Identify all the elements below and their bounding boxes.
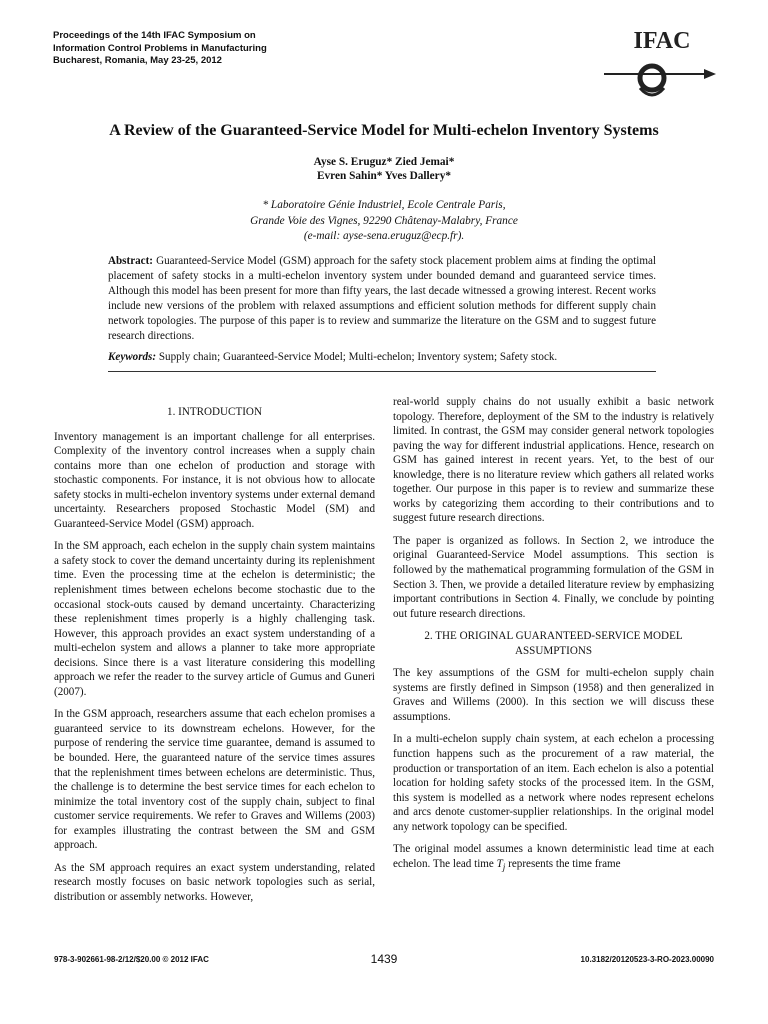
affiliation-line: Grande Voie des Vignes, 92290 Châtenay-Malabry, France: [250, 214, 518, 227]
section-heading: 1. INTRODUCTION: [167, 406, 262, 418]
paragraph: The paper is organized as follows. In Section 2, we introduce the original Guaranteed-Service Model assumptions. This section is followed by the mathematical programming formulation of the GSM in Section 3. Then, we provide a detailed literature review by emphasizing important contributions in Section 4. Finally, we conclude by pointing out future research directions.: [393, 534, 714, 620]
ifac-logo: [596, 26, 718, 104]
paper-title: A Review of the Guaranteed-Service Model for Multi-echelon Inventory Systems: [109, 122, 659, 139]
paragraph-text: The original model assumes a known deterministic lead time at each echelon. The lead time: [393, 843, 714, 870]
paragraph: In a multi-echelon supply chain system, at each echelon a processing function happens such as the procurement of a raw material, the production or transportation of an item. Each echelon is also a potential location for holding safety stocks of the processed item. In the GSM, this system is modelled as a network where nodes represent echelons and arcs denote customer-supplier relationships. In the original model any network topology can be specified.: [393, 733, 714, 833]
paragraph: [393, 842, 714, 875]
affiliation-line: * Laboratoire Génie Industriel, Ecole Centrale Paris,: [262, 199, 506, 211]
keywords-text: Supply chain; Guaranteed-Service Model; Multi-echelon; Inventory system; Safety stock.: [158, 351, 558, 364]
math-symbol: T: [496, 857, 503, 870]
footer-doi: 10.3182/20120523-3-RO-2023.00090: [580, 955, 714, 964]
paragraph: The key assumptions of the GSM for multi-echelon supply chain systems are firstly defined in Simpson (1958) and then generalized in Graves and Willems (2000). In this section we will discuss these assumptions.: [393, 667, 714, 723]
paragraph: Inventory management is an important challenge for all enterprises. Complexity of the inventory control increases when a supply chain contains more than one echelon of production and storage with stochastic components. For instance, it is not obvious how to allocate safety stocks in multi-echelon inventory systems under external demand uncertainty. Researchers proposed Stochastic Model (SM) and Guaranteed-Service Model (GSM) approach.: [54, 430, 375, 530]
abstract-label: Abstract:: [108, 255, 153, 267]
paragraph: In the SM approach, each echelon in the supply chain system maintains a safety stock to cover the demand uncertainty during its replenishment time. Even the processing time at the echelon is deterministic; the replenishment times between echelons become stochastic due to the occasional stock-outs caused by demand uncertainty. Characterizing these replenishment times properly is a highly challenging task. However, this approach provides an exact system understanding of a multi-echelon system and allows a planner to take more appropriate decisions. Since there is a vast literature considering this modelling approach we refer the reader to the survey article of Gumus and Guneri (2007).: [54, 540, 375, 698]
header-line: Bucharest, Romania, May 23-25, 2012: [53, 55, 222, 66]
header-line: Information Control Problems in Manufacturing: [53, 42, 267, 54]
section-heading-line: ASSUMPTIONS: [514, 644, 593, 657]
keywords-label: Keywords:: [108, 351, 157, 364]
paragraph-text: represents the time frame: [508, 857, 621, 870]
paragraph: In the GSM approach, researchers assume that each echelon promises a guaranteed service to its downstream echelons. However, for the purpose of rendering the service time guarantee, demand is assumed to be bounded. Here, the guaranteed nature of the service times assures that the replenishment times between echelons are deterministic. Thus, the challenge is to determine the best service times for each echelon to minimize the total inventory cost of the supply chain, subject to final customer service requirements. We refer to Graves and Willems (2003) for examples illustrating the contrast between the SM and GSM approach.: [54, 708, 375, 852]
affiliation-email: (e-mail: ayse-sena.eruguz@ecp.fr).: [303, 230, 465, 242]
math-subscript: j: [502, 863, 506, 874]
footer-isbn: 978-3-902661-98-2/12/$20.00 © 2012 IFAC: [54, 955, 209, 964]
proceedings-header: [53, 30, 267, 68]
affiliation: [0, 198, 768, 245]
section-heading: [393, 629, 714, 658]
keywords: [108, 350, 656, 365]
authors: [0, 155, 768, 183]
paragraph: real-world supply chains do not usually exhibit a basic network topology. Therefore, deployment of the SM to the industry is relatively limited. In contrast, the GSM may consider general network topologies paving the way for different industrial applications. Hence, research on GSM has gained interest in recent years. Yet, to the best of our knowledge, there is no literature review which gathers all related works together. Our purpose in this paper is to review and summarize these works by categorizing them according to their contributions and to suggest future research directions.: [393, 396, 714, 525]
header-line: Proceedings of the 14th IFAC Symposium on: [53, 30, 256, 41]
page-number: 1439: [370, 952, 398, 966]
authors-line: Ayse S. Eruguz* Zied Jemai*: [313, 156, 455, 168]
authors-line: Evren Sahin* Yves Dallery*: [316, 170, 451, 182]
right-column: [393, 395, 714, 884]
paragraph: As the SM approach requires an exact system understanding, related research mostly focuses on basic network topologies such as serial, distribution or assembly networks. However,: [54, 861, 375, 903]
abstract-text: Guaranteed-Service Model (GSM) approach for the safety stock placement problem aims at finding the optimal placement of safety stocks in a multi-echelon inventory system under bounded demand and guaranteed service times. Although this model has been present for more than fifty years, the last decade witnessed a growing interest. Recent works include new versions of the problem with relaxed assumptions and efficient solution methods for different supply chain network topologies. The purpose of this paper is to review and summarize the literature on the GSM and to suggest future research directions.: [108, 255, 656, 342]
section-heading-line: 2. THE ORIGINAL GUARANTEED-SERVICE MODEL: [424, 630, 683, 643]
abstract: [108, 254, 656, 343]
abstract-box: [108, 254, 656, 372]
left-column: [54, 397, 375, 913]
ifac-logo-text: IFAC: [633, 28, 691, 54]
